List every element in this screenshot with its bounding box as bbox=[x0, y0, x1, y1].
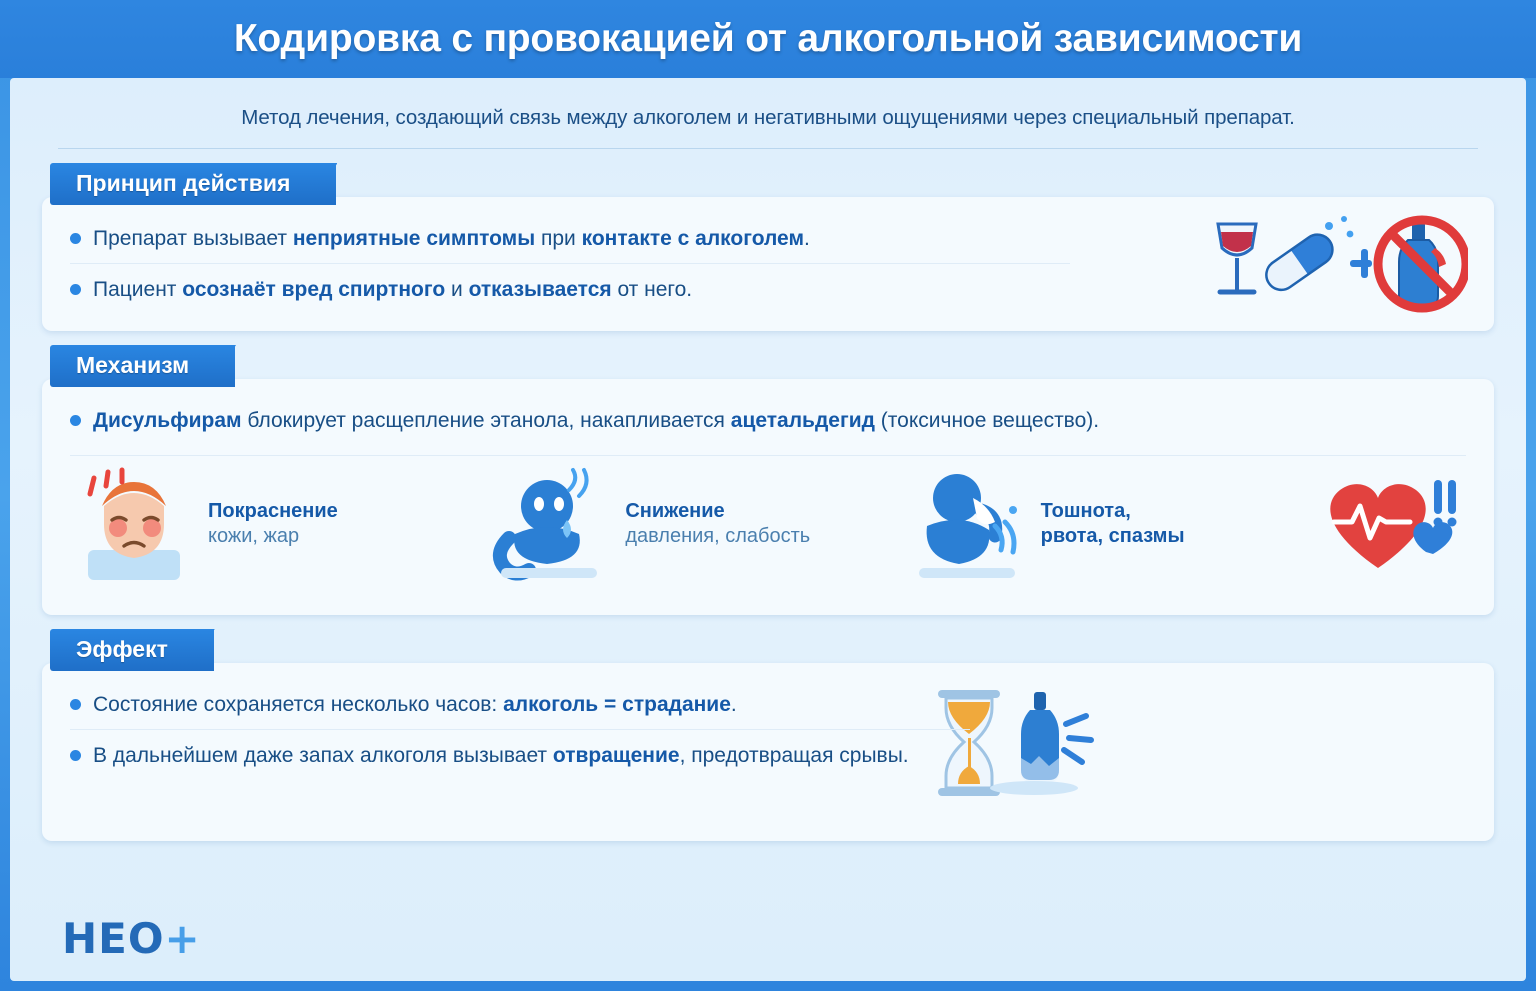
bullet-text: Препарат вызывает неприятные симптомы при контакте с алкоголем. bbox=[93, 227, 810, 250]
section-mechanism-card bbox=[42, 379, 1494, 615]
red-face-icon bbox=[70, 464, 198, 584]
wineglass-pill-no-bottle-icon bbox=[1198, 204, 1468, 324]
logo-plus: + bbox=[164, 914, 201, 963]
symptom-row bbox=[70, 455, 1466, 584]
section-principle-card bbox=[42, 197, 1494, 331]
heart-pulse-icon bbox=[1316, 464, 1466, 584]
list-item bbox=[70, 219, 1070, 259]
subtitle-divider bbox=[58, 148, 1478, 149]
section-effect-bullets bbox=[70, 685, 970, 777]
section-principle-tab: Принцип действия bbox=[50, 163, 336, 205]
bullet-dot-icon bbox=[70, 750, 81, 761]
section-effect bbox=[42, 629, 1494, 841]
poster-subtitle: Метод лечения, создающий связь между алкоголем и негативными ощущениями через специальный препарат. bbox=[241, 106, 1295, 129]
bullet-dot-icon bbox=[70, 415, 81, 426]
bullet-dot-icon bbox=[70, 284, 81, 295]
bullet-text: Дисульфирам блокирует расщепление этанола, накапливается ацетальдегид (токсичное вещество). bbox=[93, 408, 1100, 432]
section-mechanism-bullets bbox=[70, 401, 1466, 441]
brand-logo bbox=[62, 914, 201, 963]
symptom-label: Покраснение кожи, жар bbox=[208, 500, 338, 548]
dizzy-person-icon bbox=[485, 464, 615, 584]
bullet-text: Пациент осознаёт вред спиртного и отказывается от него. bbox=[93, 278, 693, 302]
page-title: Кодировка с провокацией от алкогольной зависимости bbox=[233, 17, 1303, 60]
symptom-label: Тошнота, рвота, спазмы bbox=[1040, 500, 1185, 548]
section-mechanism-tab: Механизм bbox=[50, 345, 235, 387]
section-principle bbox=[42, 163, 1494, 331]
section-mechanism bbox=[42, 345, 1494, 615]
poster-header bbox=[0, 0, 1536, 78]
list-item bbox=[70, 263, 1070, 310]
section-effect-tab: Эффект bbox=[50, 629, 214, 671]
symptom-low-pressure bbox=[485, 464, 900, 584]
bullet-dot-icon bbox=[70, 699, 81, 710]
bullet-text: В дальнейшем даже запах алкоголя вызывает отвращение, предотвращая срывы. bbox=[93, 744, 909, 768]
bullet-text: Состояние сохраняется несколько часов: алкоголь = страдание. bbox=[93, 692, 737, 716]
section-principle-bullets bbox=[70, 219, 1070, 311]
vomiting-person-icon bbox=[901, 464, 1031, 584]
symptom-label: Снижение давления, слабость bbox=[625, 500, 811, 548]
section-effect-card bbox=[42, 663, 1494, 841]
poster-board bbox=[10, 78, 1526, 981]
logo-text: НЕО bbox=[62, 914, 165, 963]
symptom-nausea bbox=[901, 464, 1316, 584]
list-item bbox=[70, 401, 1466, 441]
list-item bbox=[70, 685, 970, 725]
symptom-red-face bbox=[70, 464, 485, 584]
list-item bbox=[70, 729, 970, 776]
bullet-dot-icon bbox=[70, 233, 81, 244]
